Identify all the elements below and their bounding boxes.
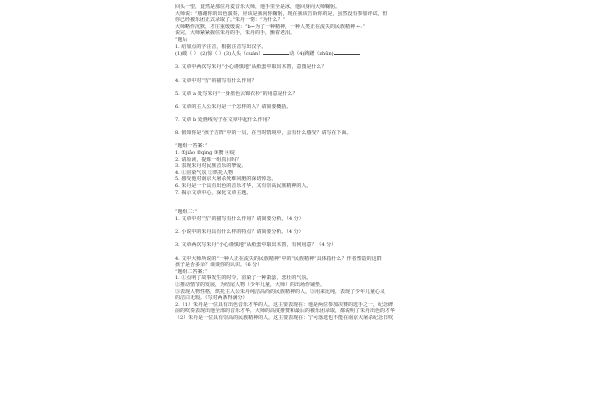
- passage-line: 说完，大师紧紧握住朱丹的手，朱丹的手，颤着老泪。: [175, 30, 296, 37]
- answer-item: 1. ①点明了故事发生的时令，渲染了一种萧瑟，悲壮的气氛。: [175, 275, 312, 282]
- answer-item: 6. 朱丹是一个具有出色的音乐才华，又有崇高民族精神的人。: [175, 183, 312, 190]
- group-2-question: 4. 文中大师所说的“一种人正在流失的民族精神”中的“民族精神”具体指什么？作者塑造的这群: [175, 255, 382, 262]
- answer-blank: [263, 50, 289, 55]
- question-5: 5. 文章 a 处写朱丹“一身墨色云锦衣衫”的用意是什么？: [175, 90, 298, 97]
- question-4: 4. 文章中对“雪”的描写有什么作用？: [175, 77, 257, 84]
- passage-line: 大师略作沉默，才庄重缓缓说：“b~为了一种精神，一种人类正在流失的民族精神 ←.”: [175, 23, 365, 30]
- answer-item: 1. ①jiǎo ②qìng ③攒 ④绽: [175, 150, 235, 157]
- group-2-question-continued: 孩子是否多余？谈谈你的认识。（6 分）: [175, 262, 263, 269]
- answer-item: ③表现人物性格，烘托主人公朱丹纯洁高尚的民族精神的人。③用来比纯，表现了少年儿童心灵: [175, 288, 386, 295]
- question-1-parts: [175, 50, 437, 58]
- group-2-header: “题组二：”: [175, 209, 198, 216]
- question-6: 6. 文章的主人公朱丹是一个怎样的人？请简要概括。: [175, 103, 292, 110]
- section-marker: “题后: [175, 36, 188, 43]
- question-1-part-b: 动（4)踌躇（zhǔn): [289, 51, 334, 58]
- question-1: 1. 给加点的字注音，根据注音写出汉字。: [175, 43, 267, 50]
- answer-item: 2.（1）朱丹是一位具有出色音乐才华的人。这主要表现在：他是两位参加决赛的选手之一，纪念碑: [175, 301, 393, 308]
- answer-item: 2. 请原读，提炼一组真目吗？: [175, 156, 242, 163]
- answer-item: （2）朱丹是一位具有崇高的民族精神的人。这主要表现在：宁可落选也不能在南京大屠杀纪念日吹: [175, 314, 394, 321]
- answers-2-header: “题组二答案：”: [175, 268, 208, 275]
- answers-1-header: “题组一答案：”: [175, 143, 208, 150]
- answer-item: 4. ①渲染气氛 ②烘托人物: [175, 169, 233, 176]
- answer-item: 前的吹奏表现出他全部的音乐才华，大师的高度推赞和最后的被乐团录取，都说明了朱丹出色的才华: [175, 308, 396, 315]
- answer-item: 的洁白无瑕。（写对两条得满分）: [175, 295, 248, 302]
- passage-line: 你已经被乐团正式录取了。”朱丹一愣：“为什么？”: [175, 17, 286, 24]
- answer-item: ②推动情节的发展，为结尾人物（少年儿童，大师）的出场作铺垫。: [175, 281, 326, 288]
- group-2-question: 1. 文章中对“雪”的描写有什么作用？请简要分析。（4 分）: [175, 216, 304, 222]
- answer-blank: [334, 50, 360, 55]
- group-2-question: 2. 小说中的朱丹具有什么样的特点？请简要分析。（4 分）: [175, 229, 304, 236]
- answer-item: 7. 揭示文章中心，深化文章主题。: [175, 189, 252, 196]
- question-7: 7. 文章 b 处画线句子在文章中起什么作用？: [175, 117, 273, 124]
- passage-line: 大师说：“感谢你的出色演奏，应该是我向你鞠躬，现在我该告诉你的是，虽然没有参加评试，但: [175, 10, 388, 17]
- group-2-question: 3. 文章两次写朱丹“小心谨慎地”从纸套中取出木笛，有何用意？（4 分）: [175, 242, 337, 249]
- answer-item: 3. 表现朱丹对民族音乐的挚爱。: [175, 163, 247, 170]
- passage-line: 回头一望，竟然是那位丹麦音乐大师，他手里全是冰，他回身向大师鞠躬。: [175, 4, 341, 10]
- question-1-part-a: (1)破（ ） (2)惊（ ）(3)人头（cuán）: [175, 51, 264, 58]
- text-column: [175, 4, 437, 396]
- answer-item: 5. 感受他对南京大屠杀死难同胞的深切悼念。: [175, 176, 277, 183]
- question-3: 3. 文章中两次写朱丹“小心谨慎地”从纸套中取出木笛，意图是什么？: [175, 64, 327, 71]
- question-8: 8. 假如你是“孩子吉阵”中的一员，在当时情境中，会有什么感受？请写在下面。: [175, 130, 352, 137]
